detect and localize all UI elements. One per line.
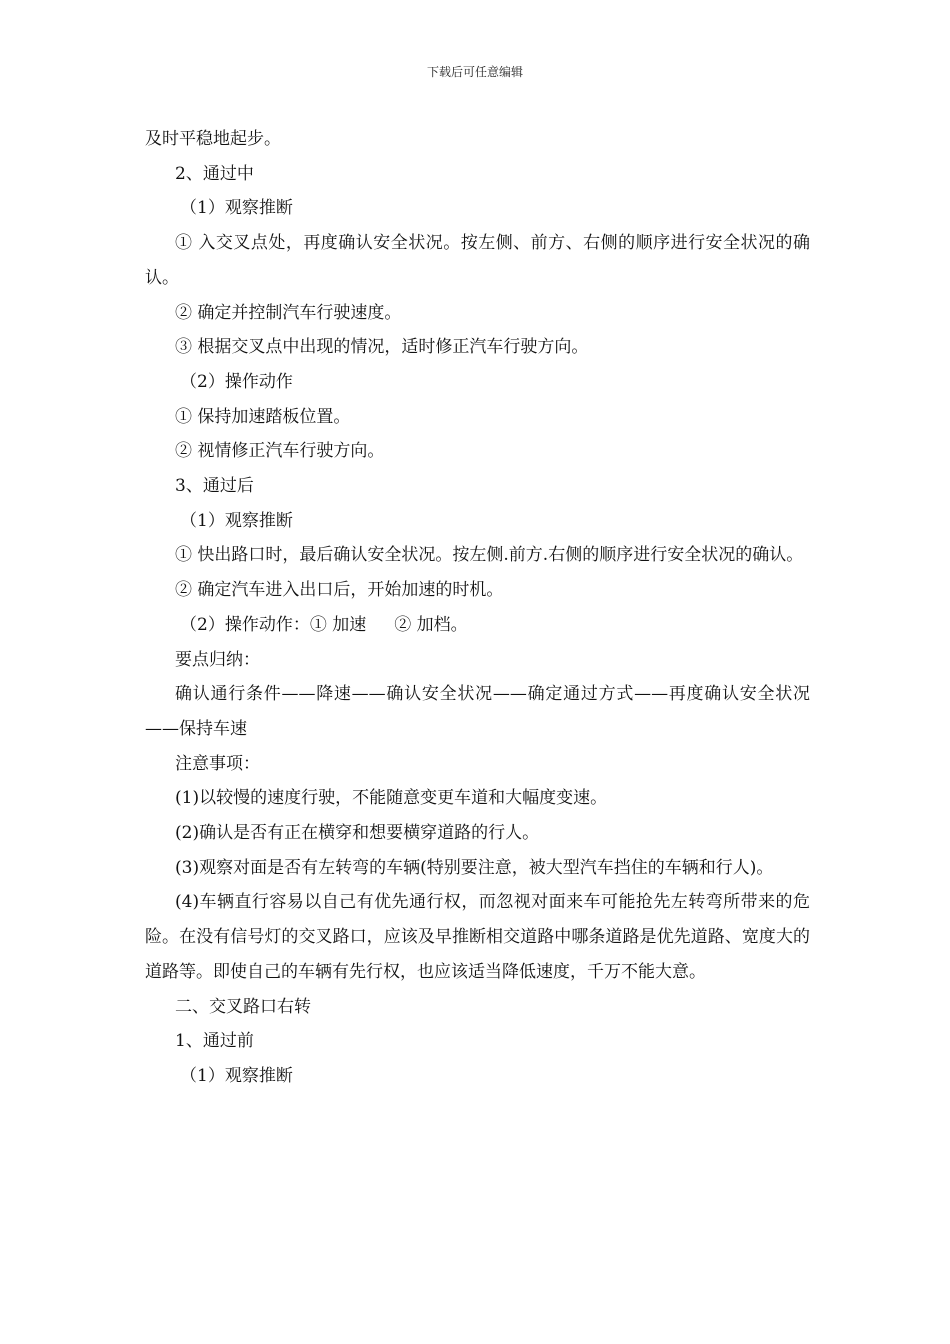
note-2: (2)确认是否有正在横穿和想要横穿道路的行人。: [175, 823, 540, 844]
item-acceleration-timing: ② 确定汽车进入出口后，开始加速的时机。: [175, 580, 504, 601]
operate-accelerate: （2）操作动作：① 加速: [180, 614, 367, 635]
subheading-operate-2: [145, 608, 810, 643]
item-exit-intersection: ① 快出路口时，最后确认安全状况。按左侧.前方.右侧的顺序进行安全状况的确认。: [175, 545, 804, 566]
subheading-observe-3: （1）观察推断: [180, 1065, 293, 1086]
note-3: (3)观察对面是否有左转弯的车辆(特别要注意，被大型汽车挡住的车辆和行人)。: [175, 857, 774, 878]
heading-3-after: 3、通过后: [175, 476, 254, 497]
note-1: (1)以较慢的速度行驶，不能随意变更车道和大幅度变速。: [175, 788, 608, 809]
subheading-observe-1: （1）观察推断: [180, 198, 293, 219]
item-enter-intersection: ① 入交叉点处，再度确认安全状况。按左侧、前方、右侧的顺序进行安全状况的确认。: [145, 233, 810, 288]
document-body: [145, 122, 810, 1094]
item-control-speed: ② 确定并控制汽车行驶速度。: [175, 302, 402, 323]
item-hold-pedal: ① 保持加速踏板位置。: [175, 406, 351, 427]
summary-heading: 要点归纳：: [175, 649, 260, 670]
paragraph-start-smoothly: 及时平稳地起步。: [145, 129, 281, 149]
section-right-turn: 二、交叉路口右转: [175, 996, 311, 1017]
subheading-observe-2: （1）观察推断: [180, 510, 293, 531]
page-header-note: 下载后可任意编辑: [426, 65, 523, 79]
heading-1-before: 1、通过前: [175, 1031, 254, 1052]
item-correct-direction: ③ 根据交叉点中出现的情况，适时修正汽车行驶方向。: [175, 337, 589, 358]
summary-steps: 确认通行条件——降速——确认安全状况——确定通过方式——再度确认安全状况——保持车速: [145, 684, 810, 739]
item-correct-direction-2: ② 视情修正汽车行驶方向。: [175, 441, 385, 462]
note-4: (4)车辆直行容易以自己有优先通行权，而忽视对面来车可能抢先左转弯所带来的危险。在没有信号灯的交叉路口，应该及早推断相交道路中哪条道路是优先道路、宽度大的道路等。即使自己的车辆有先行权，也应该适当降低速度，千万不能大意。: [145, 892, 810, 982]
operate-upshift: ② 加档。: [394, 614, 468, 635]
subheading-operate-1: （2）操作动作: [180, 371, 293, 392]
notes-heading: 注意事项：: [175, 753, 260, 774]
heading-2-passing: 2、通过中: [175, 163, 254, 184]
